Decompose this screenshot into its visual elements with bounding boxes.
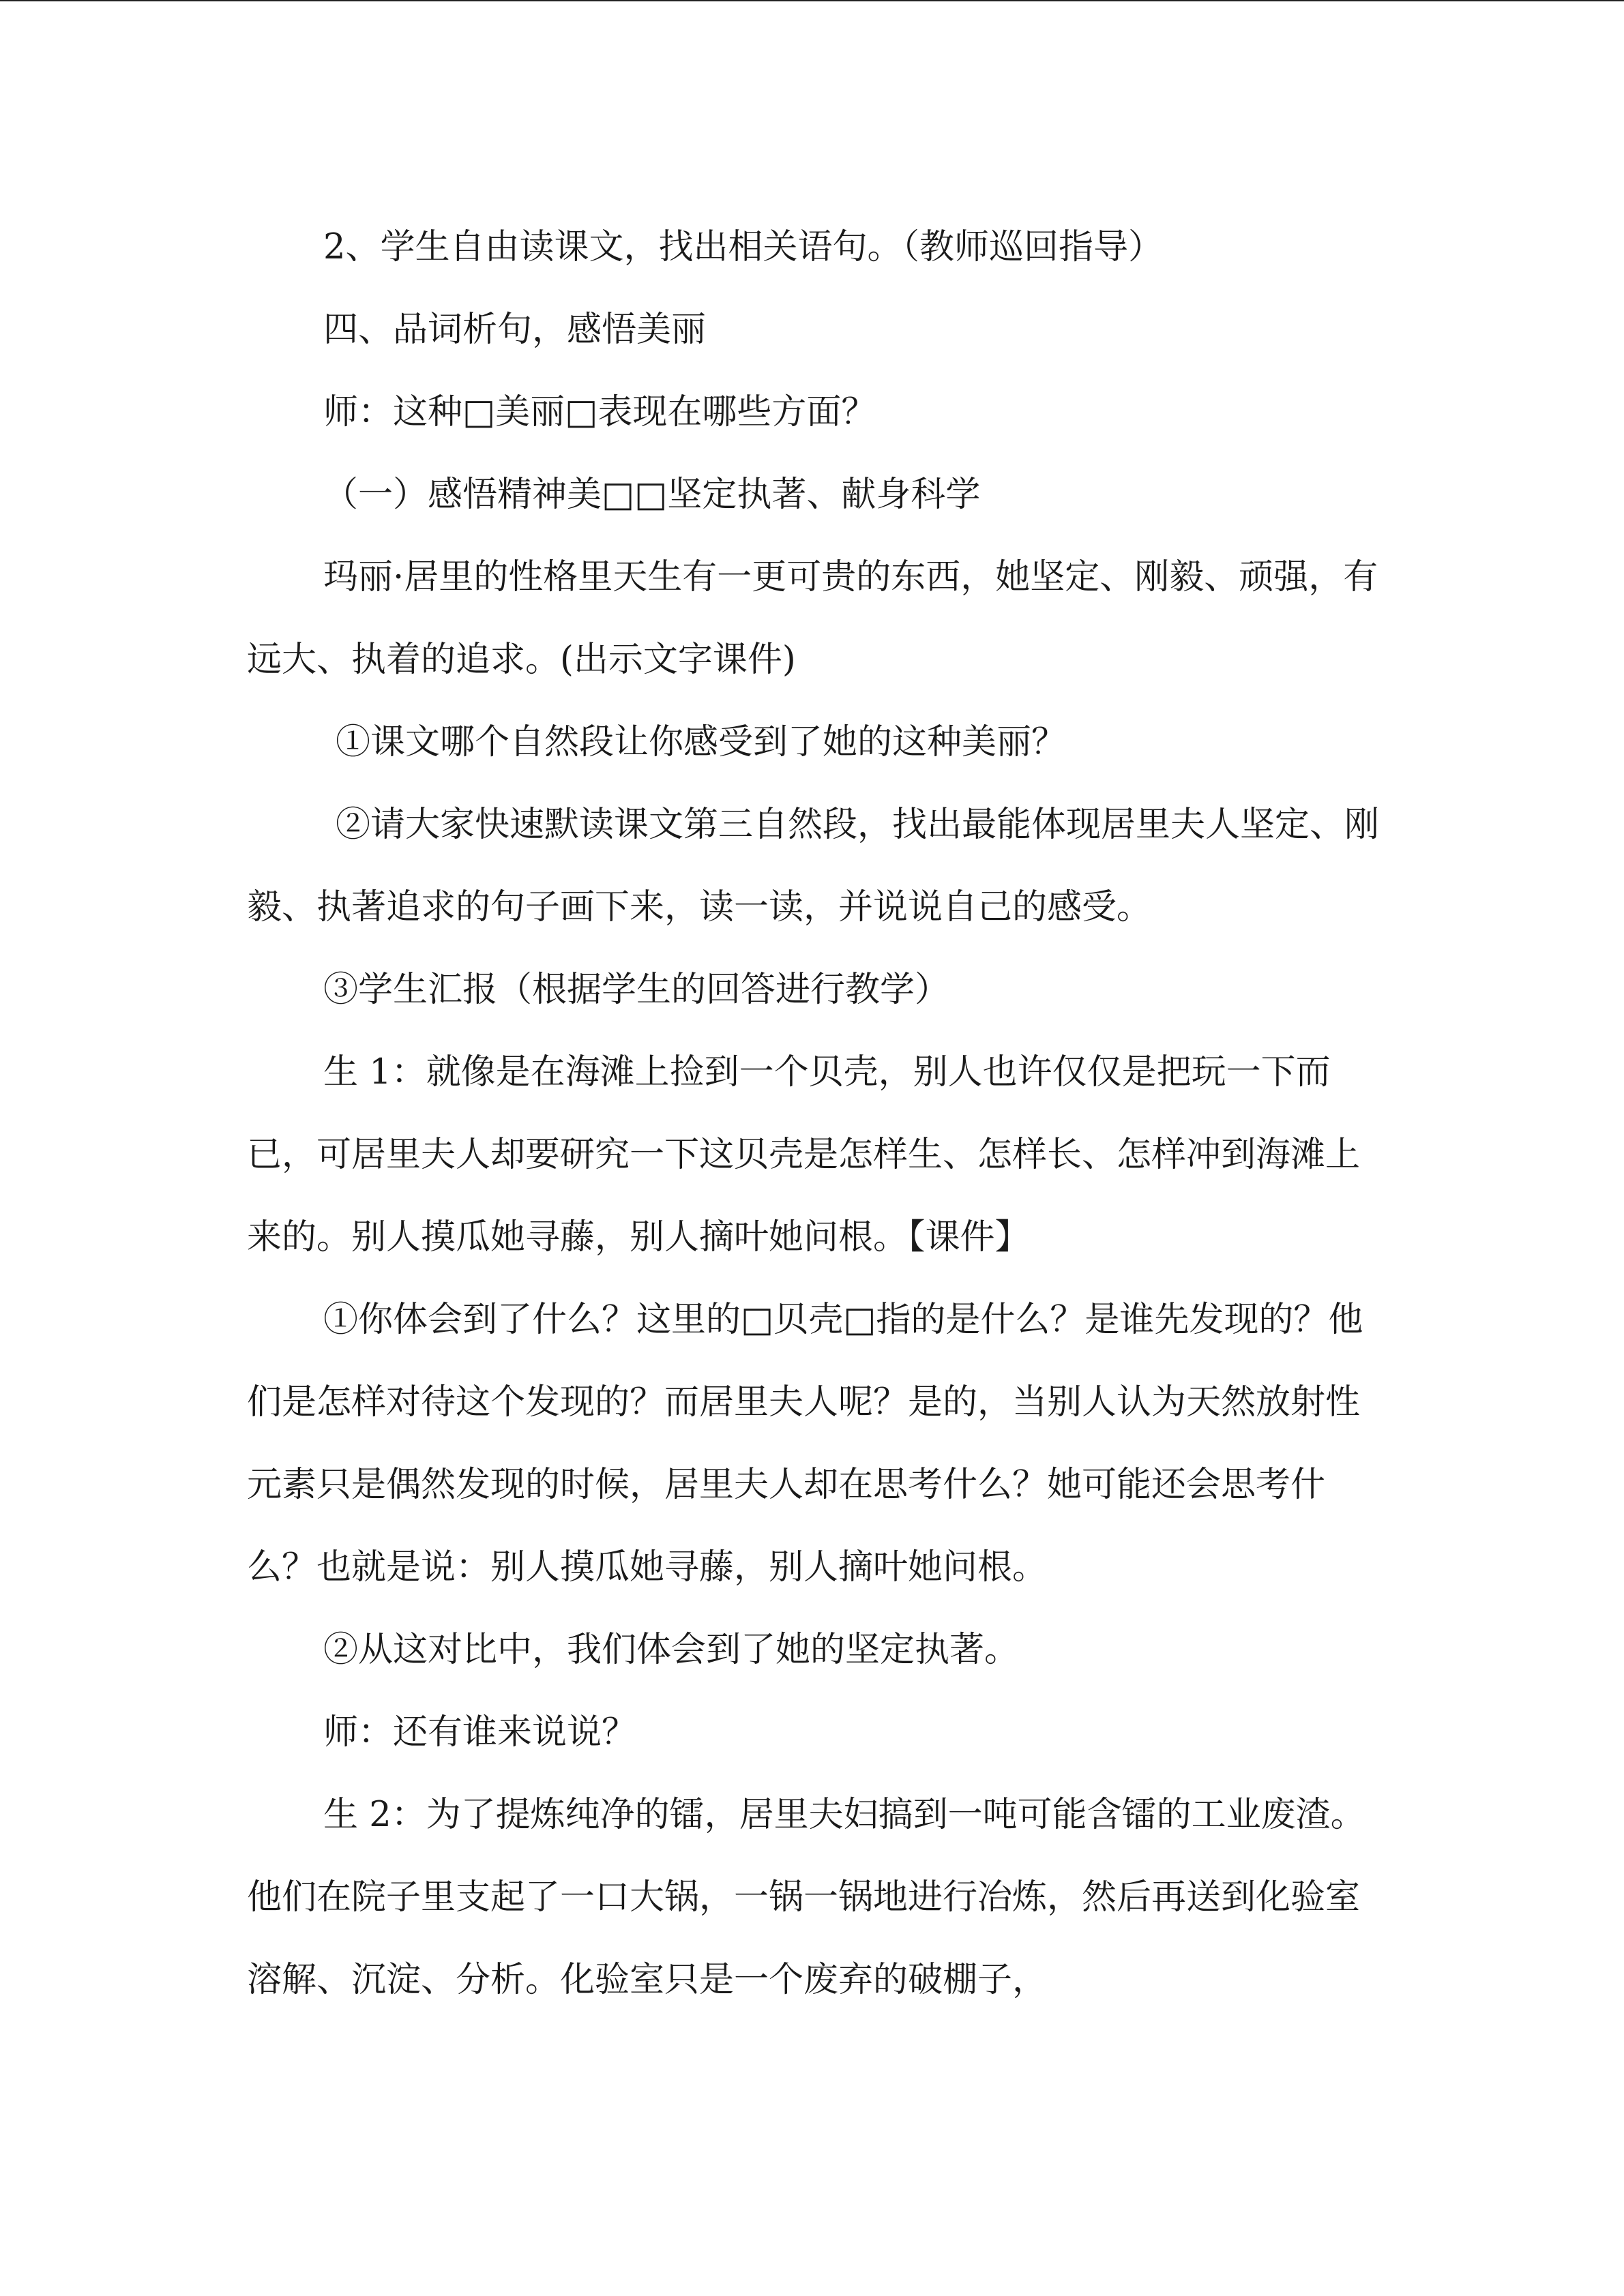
paragraph-step-2: 2、学生自由读课文，找出相关语句。（教师巡回指导） bbox=[323, 227, 1163, 267]
paragraph-curie-character: 玛丽·居里的性格里天生有一更可贵的东西，她坚定、刚毅、顽强，有远大、执着的追求。(出示文字课件) bbox=[247, 557, 1378, 680]
paragraph-student-report: ③学生汇报（根据学生的回答进行教学） bbox=[323, 970, 950, 1010]
subsection-heading-1: （一）感悟精神美□□坚定执著、献身科学 bbox=[323, 475, 981, 515]
paragraph-student-1: 生 1：就像是在海滩上捡到一个贝壳，别人也许仅仅是把玩一下而已，可居里夫人却要研究一下这贝壳是怎样生、怎样长、怎样冲到海滩上来的。别人摸瓜她寻藤，别人摘叶她问根。【课件】 bbox=[247, 1052, 1361, 1257]
paragraph-teacher-question: 师：这种□美丽□表现在哪些方面？ bbox=[323, 392, 876, 432]
paragraph-student-2: 生 2：为了提炼纯净的镭，居里夫妇搞到一吨可能含镭的工业废渣。他们在院子里支起了一口大锅，一锅一锅地进行冶炼，然后再送到化验室溶解、沉淀、分析。化验室只是一个废弃的破棚子， bbox=[247, 1795, 1365, 2000]
document-body bbox=[247, 206, 1379, 2021]
paragraph-discussion-1: ①你体会到了什么？这里的□贝壳□指的是什么？是谁先发现的？他们是怎样对待这个发现的？而居里夫人呢？是的，当别人认为天然放射性元素只是偶然发现的时候，居里夫人却在思考什么？她可能还会思考什么？也就是说：别人摸瓜她寻藤，别人摘叶她问根。 bbox=[247, 1300, 1363, 1587]
section-heading-4: 四、品词析句，感悟美丽 bbox=[323, 310, 707, 350]
paragraph-discussion-2: ②从这对比中，我们体会到了她的坚定执著。 bbox=[323, 1630, 1020, 1670]
paragraph-question-1: ①课文哪个自然段让你感受到了她的这种美丽？ bbox=[336, 722, 1067, 762]
paragraph-question-2: ②请大家快速默读课文第三自然段，找出最能体现居里夫人坚定、刚毅、执著追求的句子画下来，读一读，并说说自己的感受。 bbox=[247, 805, 1380, 927]
paragraph-teacher-prompt: 师：还有谁来说说？ bbox=[323, 1712, 637, 1753]
